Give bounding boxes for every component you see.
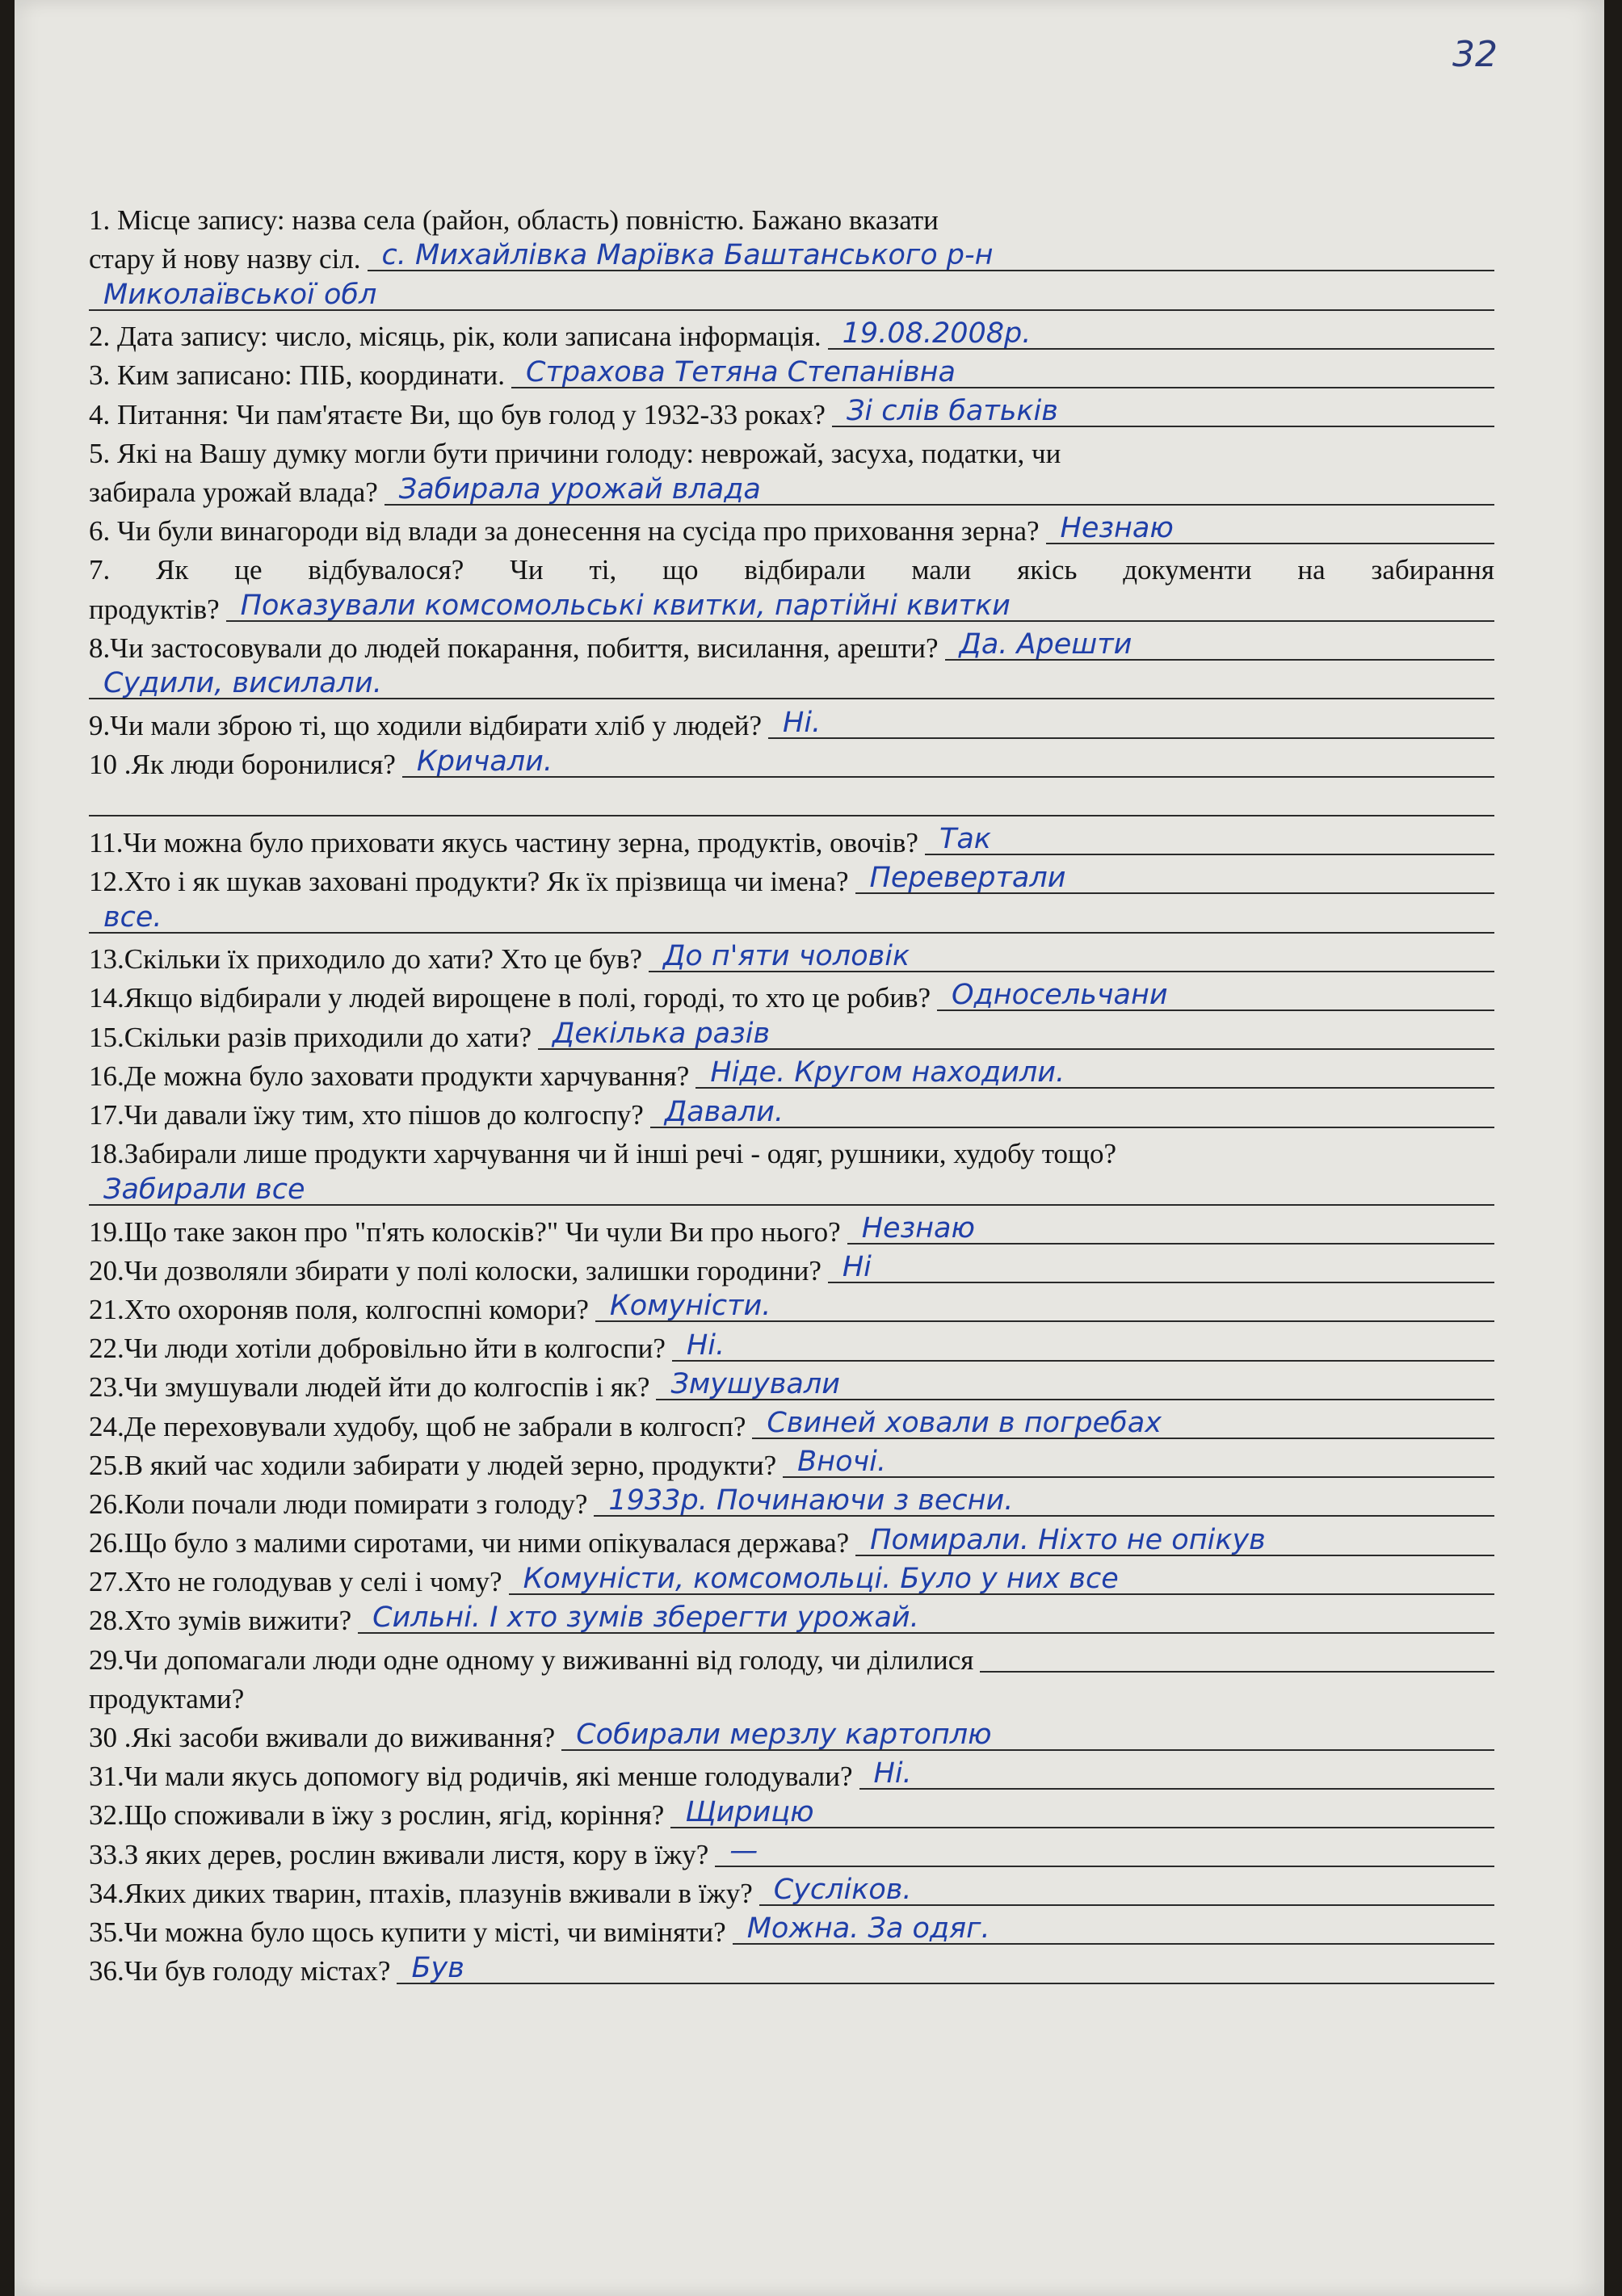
question-line [89, 858, 1494, 897]
answer-field[interactable]: 19.08.2008р. [828, 319, 1494, 350]
question-line [89, 469, 1494, 508]
answer-field[interactable]: Ні. [859, 1759, 1495, 1790]
question-line [89, 1559, 1494, 1598]
question-line [89, 1248, 1494, 1287]
question-line [89, 1715, 1494, 1753]
answer-field[interactable]: Давали. [650, 1098, 1494, 1128]
question-line [89, 1209, 1494, 1248]
answer-field[interactable]: Незнаю [847, 1214, 1494, 1245]
question-line [89, 197, 1494, 236]
question-line [89, 1481, 1494, 1520]
question-text: 21.Хто охороняв поля, колгоспні комори? [89, 1293, 589, 1325]
page-number: 32 [1452, 34, 1498, 75]
answer-field[interactable]: Був [397, 1954, 1494, 1984]
answer-field[interactable]: все. [89, 903, 1494, 934]
answer-field[interactable]: Перевертали [855, 863, 1494, 894]
answer-field[interactable]: Незнаю [1046, 514, 1494, 544]
answer-field[interactable]: Ні. [768, 708, 1494, 739]
answer-field[interactable]: Забирала урожай влада [384, 475, 1494, 506]
question-line [89, 392, 1494, 430]
question-text: 23.Чи змушували людей йти до колгоспів і як? [89, 1371, 650, 1404]
question-text: 7. Як це відбувалося? Чи ті, що відбирали мали якісь документи на забирання [89, 554, 1494, 586]
question-text: стару й нову назву сіл. [89, 242, 361, 275]
question-line [89, 976, 1494, 1014]
question-text: 4. Питання: Чи пам'ятаєте Ви, що був голод у 1932-33 роках? [89, 398, 826, 430]
answer-field[interactable]: Сусліков. [759, 1875, 1494, 1906]
question-text: 25.В який час ходили забирати у людей зерно, продукти? [89, 1449, 777, 1481]
question-line [89, 1442, 1494, 1481]
question-line [89, 1014, 1494, 1053]
answer-field[interactable]: Ні. [672, 1331, 1494, 1362]
question-line [89, 1404, 1494, 1442]
question-line [89, 1909, 1494, 1948]
answer-field[interactable]: Так [925, 825, 1494, 855]
answer-field[interactable]: До п'яти чоловік [649, 942, 1494, 972]
answer-field[interactable] [980, 1642, 1494, 1673]
question-text: 31.Чи мали якусь допомогу від родичів, які менше голодували? [89, 1761, 853, 1793]
answer-field[interactable]: Судили, висилали. [89, 669, 1494, 699]
question-line [89, 1131, 1494, 1170]
question-line [89, 1287, 1494, 1325]
question-text: 29.Чи допомагали люди одне одному у виживанні від голоду, чи ділилися [89, 1643, 974, 1676]
answer-field[interactable]: Щирицю [670, 1798, 1494, 1828]
questionnaire-form [89, 197, 1494, 1987]
question-line [89, 586, 1494, 625]
answer-field[interactable]: Вночі. [783, 1447, 1494, 1478]
question-text: 18.Забирали лише продукти харчування чи й інші речі - одяг, рушники, худобу тощо? [89, 1138, 1117, 1170]
answer-field[interactable]: Можна. За одяг. [733, 1914, 1494, 1945]
question-line [89, 781, 1494, 820]
question-line [89, 1637, 1494, 1676]
answer-field[interactable]: Комуністи. [595, 1291, 1494, 1322]
question-text: 26.Що було з малими сиротами, чи ними опікувалася держава? [89, 1527, 850, 1559]
question-line [89, 1520, 1494, 1559]
question-text: 11.Чи можна було приховати якусь частину зерна, продуктів, овочів? [89, 826, 918, 858]
question-line [89, 353, 1494, 392]
question-text: 8.Чи застосовували до людей покарання, побиття, висилання, арешти? [89, 632, 939, 664]
question-text: 17.Чи давали їжу тим, хто пішов до колгоспу? [89, 1099, 644, 1131]
question-text: 14.Якщо відбирали у людей вирощене в полі, городі, то хто це робив? [89, 982, 931, 1014]
question-line [89, 897, 1494, 936]
question-text: 33.З яких дерев, рослин вживали листя, кору в їжу? [89, 1838, 709, 1870]
question-line [89, 275, 1494, 313]
question-text: 2. Дата запису: число, місяць, рік, коли записана інформація. [89, 321, 822, 353]
answer-field[interactable]: Свиней ховали в погребах [752, 1408, 1494, 1439]
question-text: продуктів? [89, 593, 220, 625]
question-text: 22.Чи люди хотіли добровільно йти в колгоспи? [89, 1333, 666, 1365]
answer-field[interactable]: Миколаївської обл [89, 280, 1494, 311]
question-text: 13.Скільки їх приходило до хати? Хто це був? [89, 943, 643, 976]
answer-field[interactable]: — [715, 1836, 1494, 1867]
question-text: 1. Місце запису: назва села (район, область) повністю. Бажано вказати [89, 204, 939, 236]
question-text: 27.Хто не голодував у селі і чому? [89, 1566, 502, 1598]
question-line [89, 1365, 1494, 1404]
answer-field[interactable]: Комуністи, комсомольці. Було у них все [509, 1564, 1494, 1595]
question-line [89, 664, 1494, 703]
question-text: 24.Де переховували худобу, щоб не забрали в колгосп? [89, 1410, 746, 1442]
question-text: 3. Ким записано: ПІБ, координати. [89, 359, 506, 392]
question-line [89, 430, 1494, 469]
question-line [89, 820, 1494, 858]
question-line [89, 1832, 1494, 1870]
question-line [89, 1598, 1494, 1637]
question-text: 26.Коли почали люди помирати з голоду? [89, 1488, 588, 1520]
answer-field[interactable]: Декілька разів [538, 1019, 1494, 1050]
questionnaire-page [15, 0, 1604, 2296]
answer-field[interactable]: Забирали все [89, 1175, 1494, 1206]
question-line [89, 703, 1494, 741]
answer-field[interactable]: Показували комсомольські квитки, партійні квитки [226, 591, 1494, 622]
question-text: 32.Що споживали в їжу з рослин, ягід, коріння? [89, 1799, 665, 1832]
answer-field[interactable]: Зі слів батьків [832, 397, 1494, 427]
question-line [89, 1053, 1494, 1092]
answer-field[interactable] [89, 786, 1494, 816]
question-text: 15.Скільки разів приходили до хати? [89, 1021, 532, 1053]
question-text: 19.Що таке закон про "п'ять колосків?" Чи чули Ви про нього? [89, 1215, 841, 1248]
question-line [89, 1870, 1494, 1909]
question-line [89, 742, 1494, 781]
question-text: 30 .Які засоби вживали до виживання? [89, 1722, 556, 1753]
answer-field[interactable]: 1933р. Починаючи з весни. [594, 1486, 1494, 1517]
question-line [89, 1948, 1494, 1987]
question-text: 10 .Як люди боронилися? [89, 749, 396, 781]
answer-field[interactable]: с. Михайлівка Марївка Баштанського р-н [368, 241, 1494, 271]
question-text: забирала урожай влада? [89, 476, 378, 508]
question-text: 20.Чи дозволяли збирати у полі колоски, залишки городини? [89, 1254, 822, 1287]
answer-field[interactable]: Помирали. Ніхто не опікув [855, 1526, 1494, 1556]
answer-field[interactable]: Страхова Тетяна Степанівна [511, 358, 1494, 388]
question-text: 16.Де можна було заховати продукти харчування? [89, 1060, 690, 1092]
answer-field[interactable]: Да. Арешти [945, 630, 1494, 661]
question-line [89, 937, 1494, 976]
question-line [89, 1793, 1494, 1832]
question-text: 34.Яких диких тварин, птахів, плазунів вживали в їжу? [89, 1877, 753, 1909]
question-line [89, 1170, 1494, 1209]
question-line [89, 314, 1494, 353]
question-line [89, 1092, 1494, 1131]
question-line [89, 1754, 1494, 1793]
question-text: 35.Чи можна було щось купити у місті, чи виміняти? [89, 1916, 726, 1948]
question-line [89, 236, 1494, 275]
answer-field[interactable]: Сильні. І хто зумів зберегти урожай. [358, 1603, 1494, 1634]
question-text: 28.Хто зумів вижити? [89, 1605, 352, 1637]
question-line [89, 625, 1494, 664]
answer-field[interactable]: Односельчани [937, 980, 1494, 1011]
question-text: 36.Чи був голоду містах? [89, 1955, 391, 1987]
question-text: 9.Чи мали зброю ті, що ходили відбирати хліб у людей? [89, 710, 763, 742]
question-text: 5. Які на Вашу думку могли бути причини голоду: неврожай, засуха, податки, чи [89, 437, 1061, 469]
answer-field[interactable]: Ні [828, 1253, 1494, 1283]
question-text: 6. Чи були винагороди від влади за донесення на сусіда про приховання зерна? [89, 515, 1040, 548]
answer-field[interactable]: Ніде. Кругом находили. [695, 1058, 1494, 1089]
question-line [89, 1676, 1494, 1715]
question-line [89, 509, 1494, 548]
question-text: продуктами? [89, 1682, 245, 1715]
question-text: 12.Хто і як шукав заховані продукти? Як їх прізвища чи імена? [89, 865, 849, 897]
answer-field[interactable]: Собирали мерзлу картоплю [561, 1720, 1494, 1751]
question-line [89, 548, 1494, 586]
question-line [89, 1325, 1494, 1364]
answer-field[interactable]: Змушували [656, 1370, 1494, 1400]
answer-field[interactable]: Кричали. [402, 747, 1494, 778]
